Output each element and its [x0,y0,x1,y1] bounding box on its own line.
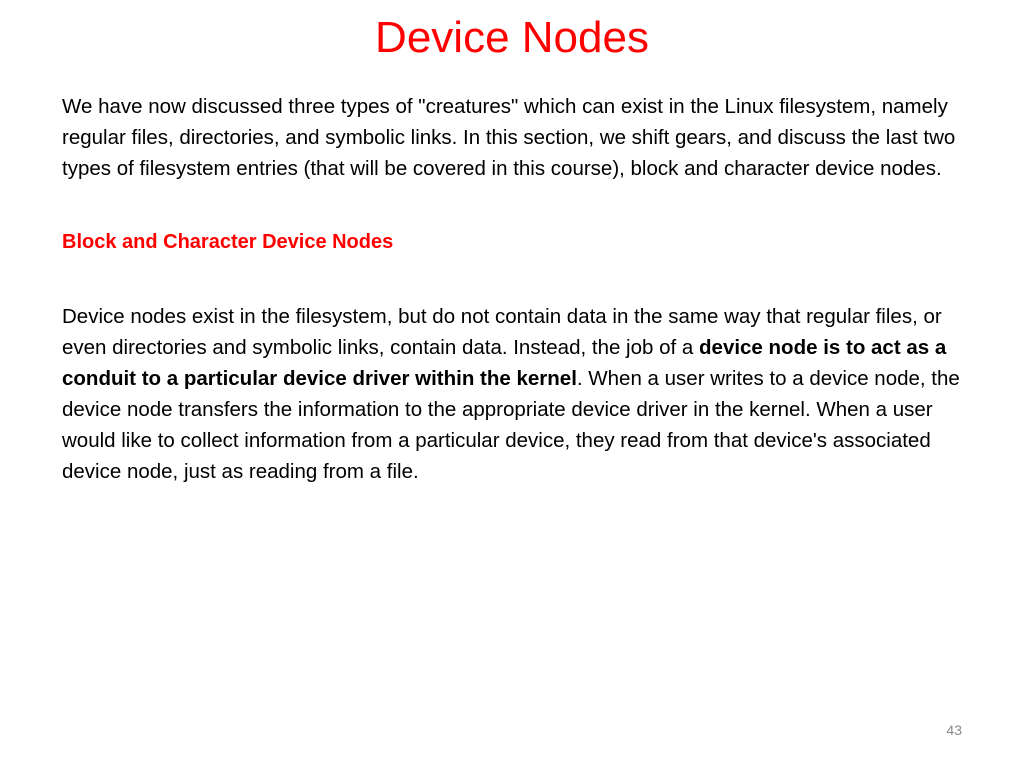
paragraph-text-after-bold: . When a user writes to a device node, the device node transfers the information to the appropriate device driver in the kernel. When a user would like to collect information from a particular device, they read from that device's associated device node, just as reading from a file. [62,367,960,483]
slide-body [62,91,972,487]
paragraph-text-before-bold: Device nodes exist in the filesystem, but do not contain data in the same way that regular files, or even directories and symbolic links, contain data. Instead, the job of a [62,305,942,359]
page-number: 43 [946,722,962,738]
device-nodes-paragraph [62,301,972,487]
section-subheading: Block and Character Device Nodes [62,231,394,253]
slide-title: Device Nodes [375,13,649,62]
paragraph-bold-text: device node is to act as a conduit to a particular device driver within the kernel [62,336,947,390]
intro-paragraph: We have now discussed three types of "creatures" which can exist in the Linux filesystem, namely regular files, directories, and symbolic links. In this section, we shift gears, and discuss the last two types of filesystem entries (that will be covered in this course), block and character device nodes. [62,95,956,180]
